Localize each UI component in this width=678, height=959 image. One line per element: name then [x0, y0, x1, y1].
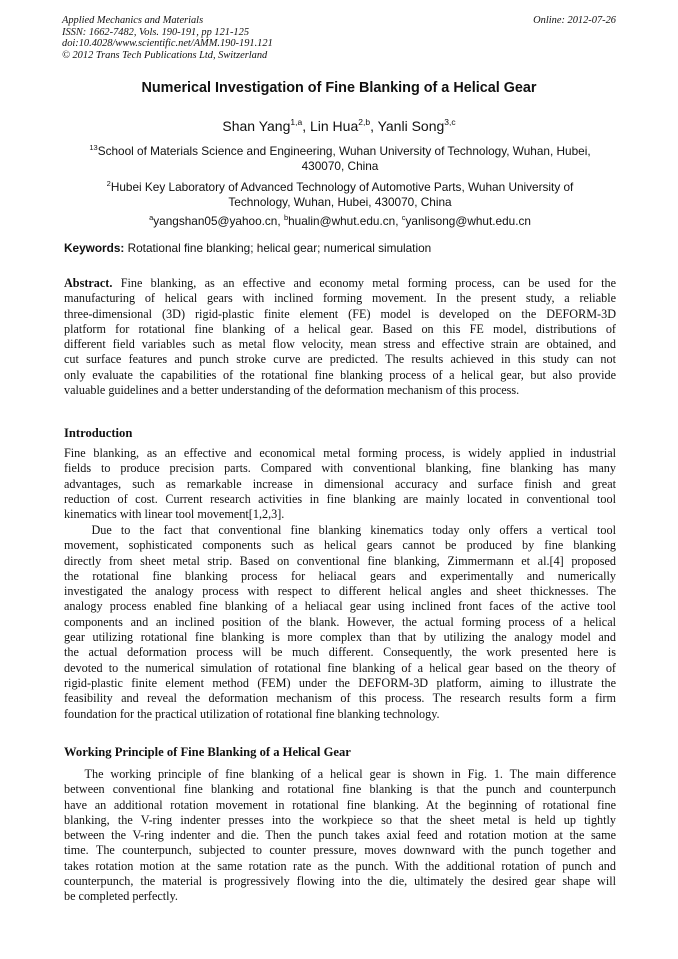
affil-sup: 13 — [89, 143, 98, 152]
section-heading-introduction: Introduction — [64, 426, 133, 440]
affil-text: Technology, Wuhan, Hubei, 430070, China — [228, 195, 452, 209]
issn-line: ISSN: 1662-7482, Vols. 190-191, pp 121-125 — [62, 26, 250, 38]
line-text: Fine blanking, as an effective and economy metal forming process, can be used for the — [120, 276, 616, 290]
text-line: have an additional rotation movement in rotational fine blanking. At the beginning of rotational fine — [64, 797, 616, 812]
email-line: $^a$yangshan05@yahoo.cn, $^b$hualin@whut.edu.cn, $^c$yanlisong@whut.edu.cn — [149, 213, 531, 228]
doi-line: doi:10.4028/www.scientific.net/AMM.190-191.121 — [62, 38, 273, 50]
text-line: gear utilizing rotational fine blanking is more complex than that by utilizing the analogy model and — [64, 630, 616, 645]
text-line: between the V-ring indenter and die. Then the punch takes axial feed and rotation motion at the same — [64, 828, 616, 843]
author-affil-sup: 2,b — [358, 117, 371, 127]
text-line: The working principle of fine blanking of a helical gear is shown in Fig. 1. The main difference — [64, 767, 616, 781]
text-line: blanking, the V-ring indenter presses into the workpiece so that the sheet metal is held up tightly — [64, 812, 616, 827]
text-line: directly from sheet metal strip. Based on conventional fine blanking, Zimmermann et al.[4] proposed — [64, 553, 616, 568]
text-line: be completed perfectly. — [64, 889, 178, 904]
text-line: takes rotation motion at the same rotation rate as the punch. With the additional rotation of punch and — [64, 858, 616, 873]
online-date: Online: 2012-07-26 — [533, 15, 616, 26]
affil-text: School of Materials Science and Engineering, Wuhan University of Technology, Wuhan, Hubei, — [97, 144, 591, 158]
journal-header — [62, 15, 273, 61]
text-line: foundation for the practical utilization of rotational fine blanking technology. — [64, 706, 440, 721]
keywords-text: Rotational fine blanking; helical gear; numerical simulation — [127, 241, 432, 255]
affiliation-2 — [64, 176, 616, 229]
intro-paragraph-1 — [64, 446, 616, 522]
affiliation-1 — [64, 140, 616, 174]
text-line: different field variables such as metal flow velocity, mean stress and effective strain are obtained, and — [64, 337, 616, 352]
text-line: between conventional fine blanking and rotational fine blanking is that the punch and counterpunch — [64, 782, 616, 797]
text-line: the rotational fine blanking process for heliacal gears and experimentally and numerically — [64, 568, 616, 583]
affil-sup: 2 — [106, 179, 111, 188]
text-line: kinematics with linear tool movement[1,2,3]. — [64, 507, 285, 522]
text-line: time. The counterpunch, subjected to counter pressure, moves downward with the punch together and — [64, 843, 616, 858]
email-link[interactable]: yanlisong@whut.edu.cn — [405, 214, 531, 228]
email-sup: a — [149, 213, 154, 222]
text-line: feasibility and reveal the deformation mechanism of this process. The research results form a firm — [64, 691, 616, 706]
text-line: components and an inclined position of the blank. However, the actual forming process of a helical — [64, 614, 616, 629]
text-line: Fine blanking, as an effective and economical metal forming process, is widely applied in industrial — [64, 446, 616, 460]
email-link[interactable]: hualin@whut.edu.cn — [288, 214, 396, 228]
text-line: advantages, such as remarkable increase in dimensional accuracy and surface finish and great — [64, 476, 616, 491]
text-line: reduction of cost. Current research activities in fine blanking are mainly located in conventional tool — [64, 491, 616, 506]
affil-text: 430070, China — [301, 159, 379, 173]
text-line: platform for rotational fine blanking of a helical gear. Based on this FE model, distributions of — [64, 321, 616, 336]
text-line: valuable guidelines and a better understanding of the deformation mechanism of this process. — [64, 383, 520, 398]
text-line: fields to produce precision parts. Compared with conventional blanking, fine blanking has many — [64, 461, 616, 476]
copyright-line: © 2012 Trans Tech Publications Ltd, Switzerland — [62, 49, 268, 61]
text-line: Due to the fact that conventional fine blanking kinematics today only offers a vertical tool — [64, 523, 616, 537]
email-sup: b — [283, 213, 289, 222]
journal-name: Applied Mechanics and Materials — [62, 15, 204, 26]
author-name: Shan Yang — [222, 118, 291, 134]
text-line — [64, 276, 616, 291]
paper-title: Numerical Investigation of Fine Blanking of a Helical Gear — [141, 80, 537, 96]
abstract-label: Abstract. — [64, 276, 113, 290]
email-sup: c — [401, 213, 406, 222]
text-line: analogy process enabled fine blanking of a heliacal gear using inclined front faces of the active tool — [64, 599, 616, 614]
text-line: cut surface features and punch stroke curve are predicted. The results achieved in this study can not — [64, 352, 616, 367]
keywords-label: Keywords: — [64, 241, 125, 255]
abstract-paragraph — [64, 276, 616, 398]
text-line: devoted to the numerical simulation of rotational fine blanking of a helical gear based on the theory of — [64, 660, 616, 675]
author-affil-sup: 3,c — [444, 117, 456, 127]
text-line: manufacturing of helical gears with inclined forming movement. In the present study, a reliable — [64, 291, 616, 306]
section-heading-working-principle: Working Principle of Fine Blanking of a Helical Gear — [64, 745, 351, 759]
intro-paragraph-2 — [64, 523, 616, 722]
author-list: Shan Yang$^{1,a}$, Lin Hua$^{2,b}$, Yanli Song$^{3,c}$ — [222, 117, 456, 134]
working-principle-paragraph — [64, 767, 616, 905]
text-line: counterpunch, the material is progressively flowing into the die, ultimately the desired gear shape will — [64, 874, 616, 889]
text-line: rigid-plastic finite element method (FEM) under the DEFORM-3D platform, aiming to illustrate the — [64, 675, 616, 690]
email-link[interactable]: yangshan05@yahoo.cn — [153, 214, 278, 228]
author-name: Lin Hua — [309, 118, 359, 134]
author-name: Yanli Song — [377, 118, 445, 134]
author-affil-sup: 1,a — [290, 117, 303, 127]
text-line: movement, sophisticated components such as helical gears cannot be produced by fine blanking — [64, 538, 616, 553]
text-line: only evaluate the capabilities of the rotational fine blanking process of a helical gear, but also provide — [64, 367, 616, 382]
text-line: the actual deformation process will be much different. Consequently, the work presented here is — [64, 645, 616, 660]
affil-text: Hubei Key Laboratory of Advanced Technology of Automotive Parts, Wuhan University of — [110, 180, 574, 194]
text-line: investigated the analogy process with respect to different helical angles and sheet thicknesses. The — [64, 584, 616, 599]
text-line: three-dimensional (3D) rigid-plastic finite element (FE) model is developed on the DEFORM-3D — [64, 306, 616, 321]
keywords — [64, 241, 431, 256]
